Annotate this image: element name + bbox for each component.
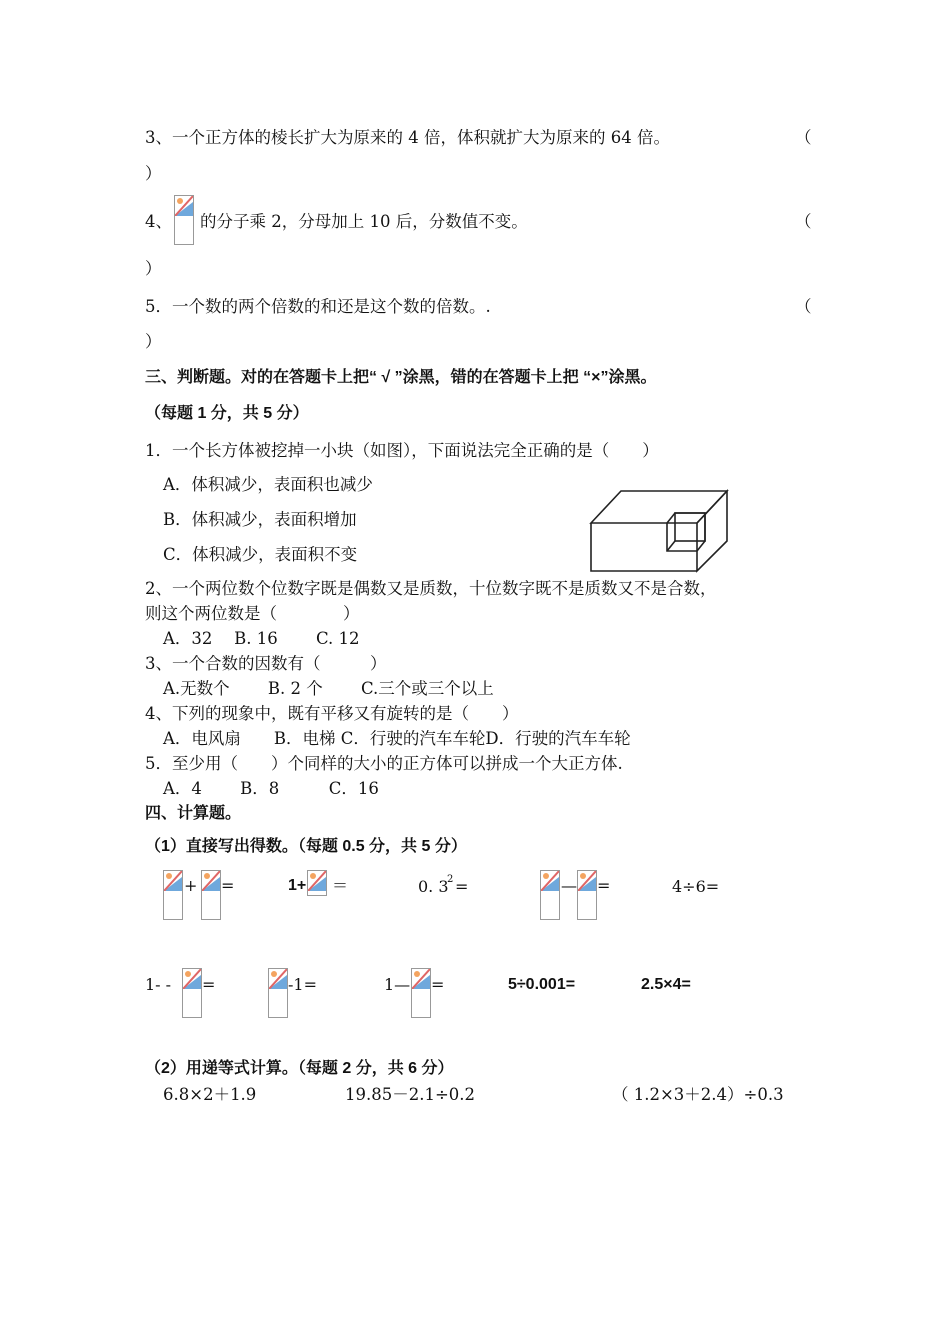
s3-q1-option-b: B．体积减少，表面积增加 [163,510,357,529]
section3-title: 三、判断题。对的在答题卡上把“ √ ”涂黑，错的在答题卡上把 “×”涂黑。 [145,369,657,386]
equals-sign: = [221,876,235,895]
judge-q3-close-paren: ） [145,164,162,183]
s3-q3: 3、一个合数的因数有（ ） [145,654,387,673]
fraction-image-icon [163,870,183,920]
s3-q5-options: A．4 B．8 C．16 [163,779,379,798]
section4-part1: （1）直接写出得数。（每题 0.5 分，共 5 分） [145,838,467,855]
s3-q2-line2: 则这个两位数是（ ） [145,604,360,623]
judge-q5-open-paren: （ [795,297,812,316]
s3-q1-option-c: C．体积减少，表面积不变 [163,545,358,564]
fraction-image-icon [268,968,288,1018]
one-minus-b: 1— [384,975,411,994]
fraction-image-icon [577,870,597,920]
judge-q4-num: 4、 [145,212,172,231]
equals-sign-wide: ＝ [332,876,349,895]
judge-q5-close-paren: ） [145,332,162,351]
section4-part2: （2）用递等式计算。（每题 2 分，共 6 分） [145,1060,454,1077]
equals-sign: = [455,877,469,896]
section4-title: 四、计算题。 [145,805,242,822]
s3-q4-options: A．电风扇 B．电梯 C．行驶的汽车车轮D．行驶的汽车车轮 [163,729,631,748]
cuboid-with-cutout-figure [585,485,735,575]
judge-q3-text: 3、一个正方体的棱长扩大为原来的 4 倍，体积就扩大为原来的 64 倍。 [145,128,670,147]
minus-one-eq: -1= [288,975,317,994]
judge-q4-text: 的分子乘 2，分母加上 10 后，分数值不变。 [200,212,528,231]
judge-q4-open-paren: （ [795,212,812,231]
fraction-image-icon [411,968,431,1018]
equals-sign: = [597,876,611,895]
s3-q5: 5．至少用（ ）个同样的大小的正方体可以拼成一个大正方体. [145,754,623,773]
s3-q2-options: A．32 B. 16 C. 12 [163,629,360,648]
section3-score: （每题 1 分，共 5 分） [145,405,309,422]
s3-q1-option-a: A．体积减少，表面积也减少 [163,475,373,494]
s3-q1: 1．一个长方体被挖掉一小块（如图），下面说法完全正确的是（ ） [145,441,659,460]
fraction-image-icon [174,195,194,245]
equals-sign: = [202,975,216,994]
power-exponent: 2 [447,874,454,885]
fraction-image-icon [540,870,560,920]
one-minus-a: 1- - [145,975,172,994]
multiplication-expr: 2.5×4= [641,976,691,993]
judge-q5-text: 5．一个数的两个倍数的和还是这个数的倍数。. [145,297,491,316]
division-thousandth: 5÷0.001= [508,976,576,993]
fraction-image-icon [307,870,327,896]
judge-q3-open-paren: （ [795,128,812,147]
expression-2: 19.85－2.1÷0.2 [345,1085,476,1104]
minus-sign: — [561,876,577,895]
one-plus: 1+ [288,877,307,894]
fraction-image-icon [182,968,202,1018]
division-expr: 4÷6= [672,877,720,896]
equals-sign: = [431,975,445,994]
fraction-image-icon [201,870,221,920]
s3-q4: 4、下列的现象中，既有平移又有旋转的是（ ） [145,704,519,723]
s3-q2-line1: 2、一个两位数个位数字既是偶数又是质数，十位数字既不是质数又不是合数， [145,579,717,598]
plus-sign: + [184,876,198,895]
judge-q4-close-paren: ） [145,259,162,278]
expression-3: （ 1.2×3＋2.4）÷0.3 [612,1085,784,1104]
s3-q3-options: A.无数个 B. 2 个 C.三个或三个以上 [163,679,494,698]
power-base: 0. 3 [418,877,449,896]
expression-1: 6.8×2＋1.9 [163,1085,257,1104]
